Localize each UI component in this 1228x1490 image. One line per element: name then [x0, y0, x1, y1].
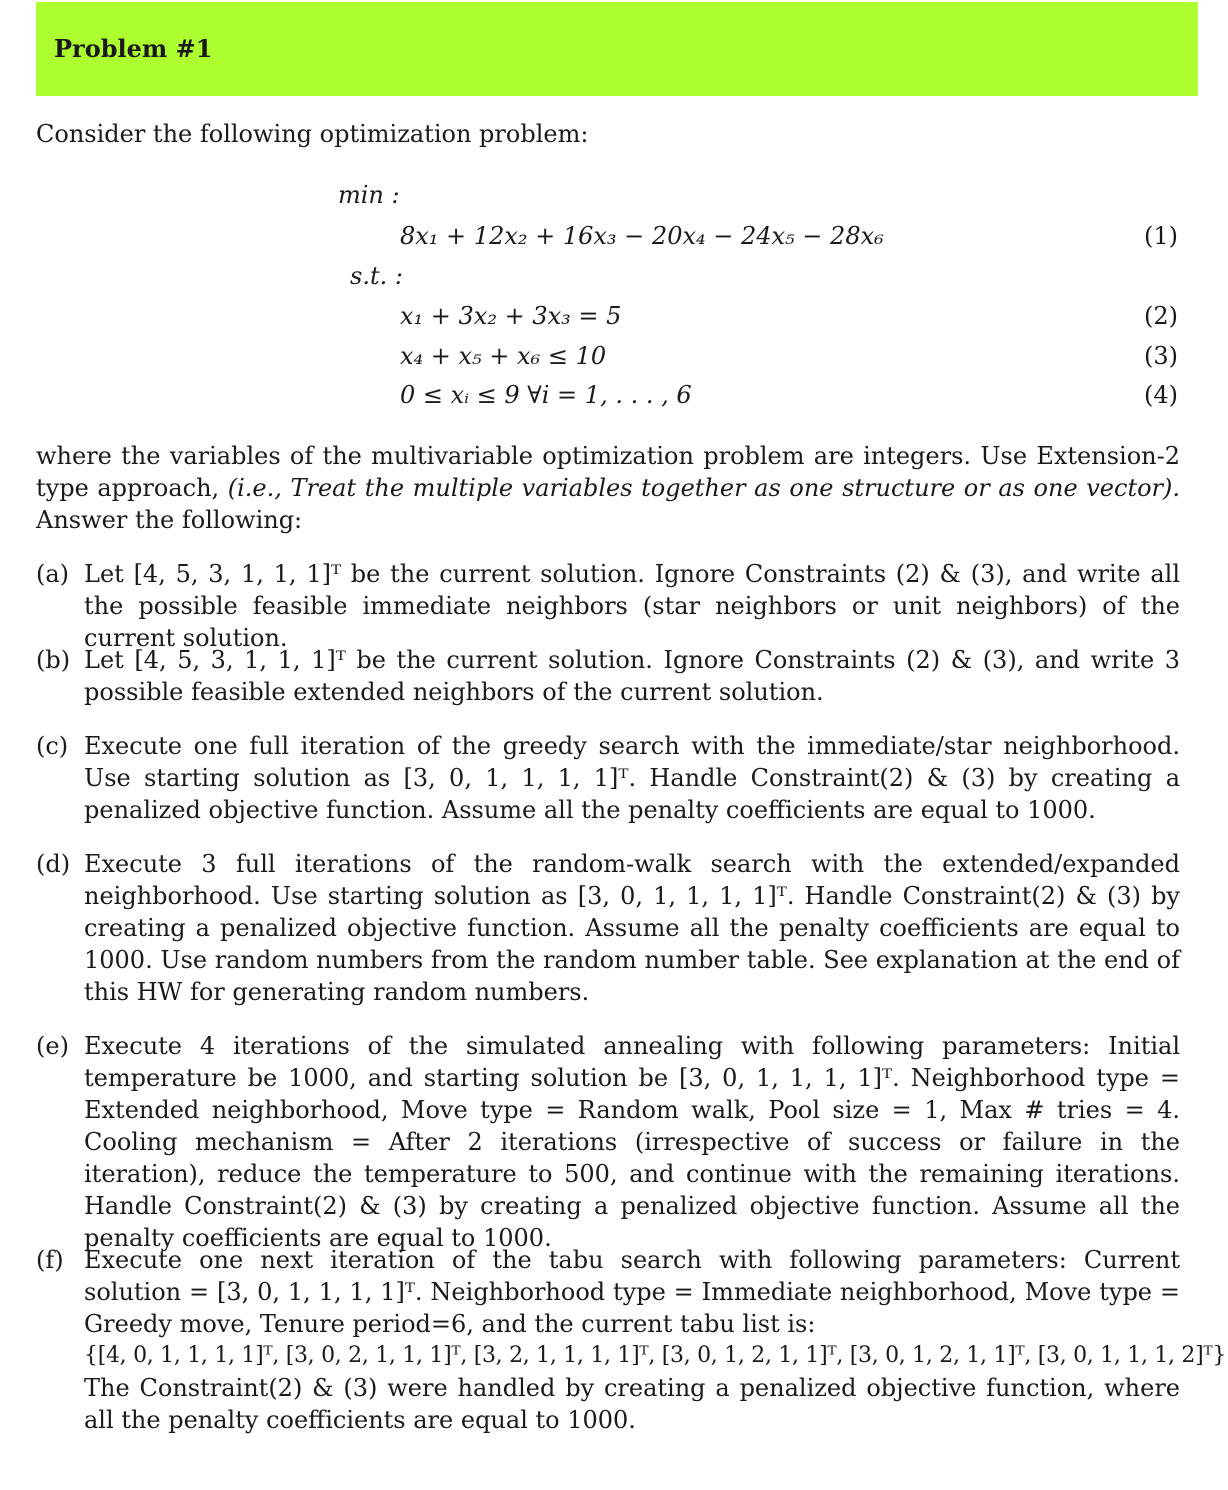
- part-text: Execute 4 iterations of the simulated annealing with following parameters: Initial temperature be 1000, and starting solution be [3, 0, 1, 1, 1, 1]ᵀ. Neighborhood type = Extended neighborhood, Move type = Random walk, Pool size = 1, Max # tries = 4. Cooling mechanism = After 2 iterations (irrespective of success or failure in the iteration), reduce the temperature to 500, and continue with the remaining iterations. Handle Constraint(2) & (3) by creating a penalized objective function. Assume all the penalty coefficients are equal to 1000.: [84, 1032, 1180, 1252]
- min-label: min :: [338, 181, 400, 209]
- description-text: where the variables of the multivariable optimization problem are integers. Use Extension-2 type approach,: [36, 442, 1180, 502]
- part-a: [36, 558, 1180, 654]
- tabu-list: {[4, 0, 1, 1, 1, 1]ᵀ, [3, 0, 2, 1, 1, 1]ᵀ, [3, 2, 1, 1, 1, 1]ᵀ, [3, 0, 1, 2, 1, 1]ᵀ, [3, 0, 1, 2, 1, 1]ᵀ, [3, 0, 1, 1, 1, 2]ᵀ}: [84, 1343, 1227, 1368]
- part-f: [36, 1244, 1227, 1436]
- formulation: [0, 176, 1228, 416]
- part-text: Execute one next iteration of the tabu search with following parameters: Current solution = [3, 0, 1, 1, 1, 1]ᵀ. Neighborhood type = Immediate neighborhood, Move type = Greedy move, Tenure period=6, and the current tabu list is:: [84, 1246, 1180, 1338]
- part-text: Execute 3 full iterations of the random-walk search with the extended/expanded neighborhood. Use starting solution as [3, 0, 1, 1, 1, 1]ᵀ. Handle Constraint(2) & (3) by creating a penalized objective function. Assume all the penalty coefficients are equal to 1000. Use random numbers from the random number table. See explanation at the end of this HW for generating random numbers.: [84, 850, 1180, 1006]
- part-text: Execute one full iteration of the greedy search with the immediate/star neighborhood. Use starting solution as [3, 0, 1, 1, 1, 1]ᵀ. Handle Constraint(2) & (3) by creating a penalized objective function. Assume all the penalty coefficients are equal to 1000.: [84, 732, 1180, 824]
- eq-number-2: (2): [1144, 302, 1178, 330]
- eq-number-4: (4): [1144, 381, 1178, 409]
- problem-title: Problem #1: [54, 34, 213, 63]
- objective-function: 8x₁ + 12x₂ + 16x₃ − 20x₄ − 24x₅ − 28x₆: [400, 222, 884, 250]
- part-d: [36, 848, 1180, 1008]
- intro-text: Consider the following optimization problem:: [36, 120, 589, 148]
- part-b: [36, 644, 1180, 708]
- part-label: (f): [36, 1246, 64, 1274]
- part-closing-text: The Constraint(2) & (3) were handled by creating a penalized objective function, where all the penalty coefficients are equal to 1000.: [84, 1374, 1180, 1434]
- description-paragraph: [36, 440, 1180, 536]
- eq-number-3: (3): [1144, 342, 1178, 370]
- part-text: Let [4, 5, 3, 1, 1, 1]ᵀ be the current solution. Ignore Constraints (2) & (3), and write all the possible feasible immediate neighbors (star neighbors or unit neighbors) of the current solution.: [84, 560, 1180, 652]
- eq-number-1: (1): [1144, 222, 1178, 250]
- constraint-2: x₁ + 3x₂ + 3x₃ = 5: [400, 302, 622, 330]
- st-label: s.t. :: [350, 262, 403, 290]
- part-label: (c): [36, 732, 69, 760]
- part-text: Let [4, 5, 3, 1, 1, 1]ᵀ be the current solution. Ignore Constraints (2) & (3), and write 3 possible feasible extended neighbors of the current solution.: [84, 646, 1180, 706]
- description-italic: (i.e., Treat the multiple variables together as one structure or as one vector).: [227, 474, 1181, 502]
- constraint-4: 0 ≤ xᵢ ≤ 9 ∀i = 1, . . . , 6: [400, 381, 692, 409]
- problem-header: [36, 2, 1198, 96]
- part-e: [36, 1030, 1180, 1254]
- part-label: (e): [36, 1032, 69, 1060]
- constraint-3: x₄ + x₅ + x₆ ≤ 10: [400, 342, 607, 370]
- part-label: (d): [36, 850, 71, 878]
- part-label: (a): [36, 560, 70, 588]
- description-tail: Answer the following:: [36, 506, 303, 534]
- part-label: (b): [36, 646, 71, 674]
- part-c: [36, 730, 1180, 826]
